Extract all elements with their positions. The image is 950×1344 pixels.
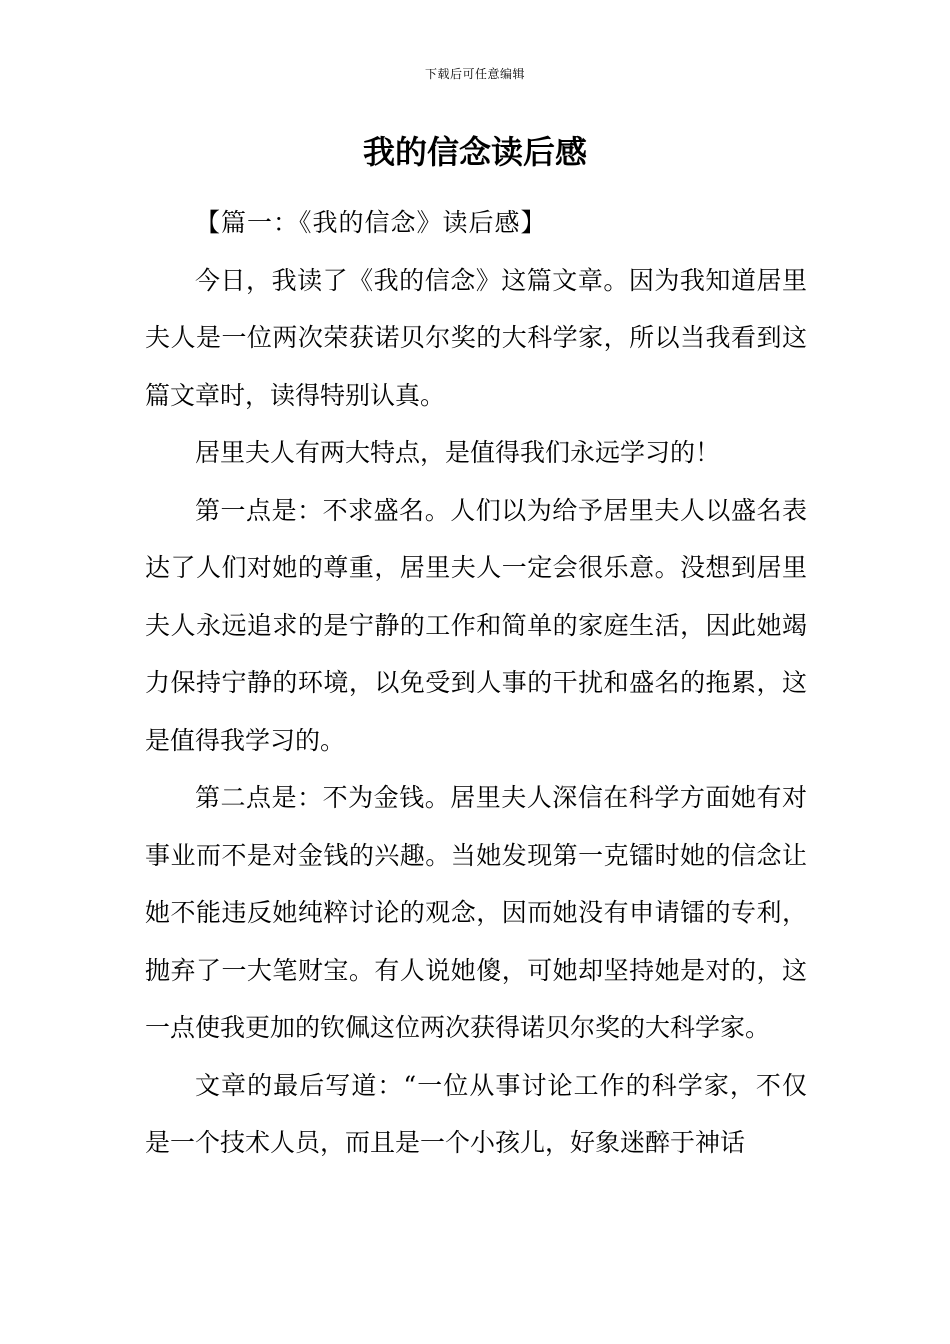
paragraph-point-two: 第二点是：不为金钱。居里夫人深信在科学方面她有对事业而不是对金钱的兴趣。当她发现第一克镭时她的信念让她不能违反她纯粹讨论的观念，因而她没有申请镭的专利，抛弃了一大笔财宝。有人说她傻，可她却坚持她是对的，这一点使我更加的钦佩这位两次获得诺贝尔奖的大科学家。 xyxy=(145,783,807,1042)
paragraph-two-traits: 居里夫人有两大特点，是值得我们永远学习的！ xyxy=(195,438,721,467)
document-title: 我的信念读后感 xyxy=(362,133,587,171)
header-note: 下载后可任意编辑 xyxy=(424,67,525,81)
paragraph-point-one: 第一点是：不求盛名。人们以为给予居里夫人以盛名表达了人们对她的尊重，居里夫人一定会很乐意。没想到居里夫人永远追求的是宁静的工作和简单的家庭生活，因此她竭力保持宁静的环境，以免受到人事的干扰和盛名的拖累，这是值得我学习的。 xyxy=(145,495,807,755)
paragraph-intro: 今日，我读了《我的信念》这篇文章。因为我知道居里夫人是一位两次荣获诺贝尔奖的大科学家，所以当我看到这篇文章时，读得特别认真。 xyxy=(145,265,807,410)
section-heading: 【篇一：《我的信念》读后感】 xyxy=(195,208,547,237)
document-body xyxy=(145,194,807,1172)
paragraph-conclusion: 文章的最后写道：“一位从事讨论工作的科学家，不仅是一个技术人员，而且是一个小孩儿，好象迷醉于神话 xyxy=(145,1070,807,1157)
